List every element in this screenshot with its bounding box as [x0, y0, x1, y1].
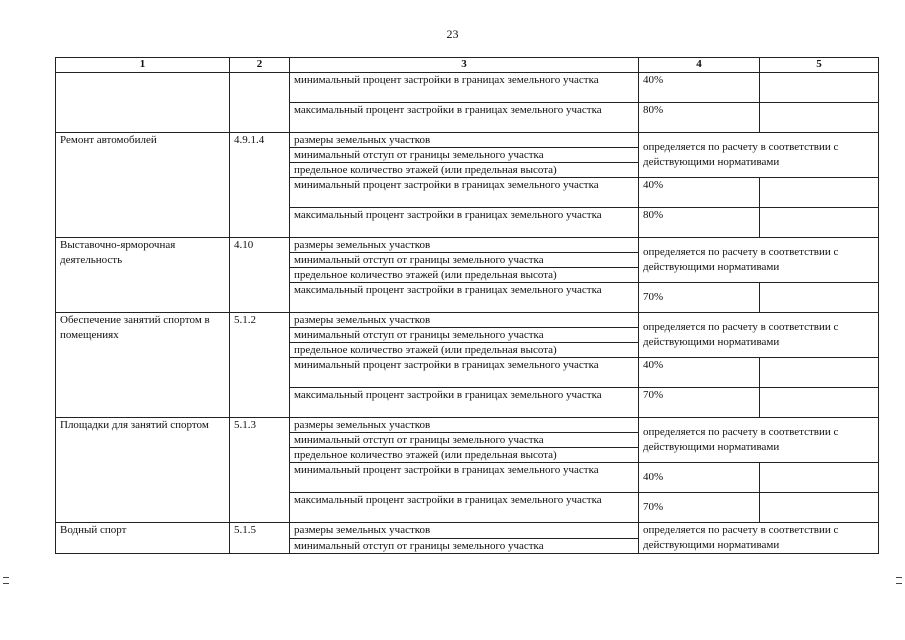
calc-note-cell: определяется по расчету в соответствии с действующими нормативами: [639, 418, 879, 463]
empty-cell: [760, 493, 879, 523]
table-row: [56, 313, 879, 328]
value-cell: 80%: [639, 103, 760, 133]
param-cell: максимальный процент застройки в границах земельного участка: [290, 493, 639, 523]
use-code-cell: 5.1.5: [230, 523, 290, 554]
param-cell: минимальный процент застройки в границах земельного участка: [290, 73, 639, 103]
use-name-cell: Обеспечение занятий спортом в помещениях: [56, 313, 230, 418]
empty-cell: [760, 178, 879, 208]
param-cell: минимальный отступ от границы земельного участка: [290, 253, 639, 268]
use-name-cell: Водный спорт: [56, 523, 230, 554]
empty-cell: [760, 208, 879, 238]
param-cell: размеры земельных участков: [290, 523, 639, 539]
use-name-cell: Площадки для занятий спортом: [56, 418, 230, 523]
value-cell: 40%: [639, 358, 760, 388]
use-name-cell: Ремонт автомобилей: [56, 133, 230, 238]
param-cell: предельное количество этажей (или предельная высота): [290, 268, 639, 283]
param-cell: размеры земельных участков: [290, 313, 639, 328]
table-row: [56, 238, 879, 253]
param-cell: размеры земельных участков: [290, 238, 639, 253]
param-cell: максимальный процент застройки в границах земельного участка: [290, 283, 639, 313]
value-cell: 40%: [639, 463, 760, 493]
calc-note-cell: определяется по расчету в соответствии с действующими нормативами: [639, 523, 879, 554]
use-code-cell: [230, 73, 290, 133]
param-cell: минимальный процент застройки в границах земельного участка: [290, 358, 639, 388]
table-row: [56, 418, 879, 433]
scan-edge-mark: [3, 577, 9, 578]
param-cell: предельное количество этажей (или предельная высота): [290, 163, 639, 178]
param-cell: минимальный отступ от границы земельного участка: [290, 433, 639, 448]
value-cell: 70%: [639, 388, 760, 418]
param-cell: размеры земельных участков: [290, 418, 639, 433]
calc-note-cell: определяется по расчету в соответствии с действующими нормативами: [639, 133, 879, 178]
empty-cell: [760, 358, 879, 388]
calc-note-cell: определяется по расчету в соответствии с действующими нормативами: [639, 313, 879, 358]
use-name-cell: Выставочно-ярморочная деятельность: [56, 238, 230, 313]
param-cell: максимальный процент застройки в границах земельного участка: [290, 103, 639, 133]
param-cell: максимальный процент застройки в границах земельного участка: [290, 388, 639, 418]
param-cell: минимальный процент застройки в границах земельного участка: [290, 178, 639, 208]
header-col-3: 3: [290, 58, 639, 73]
use-code-cell: 4.9.1.4: [230, 133, 290, 238]
param-cell: предельное количество этажей (или предельная высота): [290, 343, 639, 358]
empty-cell: [760, 388, 879, 418]
header-row: [56, 58, 879, 73]
empty-cell: [760, 103, 879, 133]
value-cell: 40%: [639, 178, 760, 208]
param-cell: минимальный отступ от границы земельного участка: [290, 328, 639, 343]
header-col-4: 4: [639, 58, 760, 73]
value-cell: 70%: [639, 283, 760, 313]
param-cell: размеры земельных участков: [290, 133, 639, 148]
header-col-2: 2: [230, 58, 290, 73]
value-cell: 80%: [639, 208, 760, 238]
value-cell: 40%: [639, 73, 760, 103]
use-code-cell: 5.1.2: [230, 313, 290, 418]
empty-cell: [760, 463, 879, 493]
param-cell: максимальный процент застройки в границах земельного участка: [290, 208, 639, 238]
table-row: [56, 133, 879, 148]
scan-edge-mark: [896, 577, 902, 578]
page-number: 23: [446, 27, 459, 41]
header-col-5: 5: [760, 58, 879, 73]
table-row: [56, 523, 879, 539]
table-row: [56, 73, 879, 103]
use-code-cell: 4.10: [230, 238, 290, 313]
regulations-table: [55, 57, 879, 554]
empty-cell: [760, 283, 879, 313]
scan-edge-mark: [3, 583, 9, 584]
use-code-cell: 5.1.3: [230, 418, 290, 523]
param-cell: минимальный процент застройки в границах земельного участка: [290, 463, 639, 493]
calc-note-cell: определяется по расчету в соответствии с действующими нормативами: [639, 238, 879, 283]
empty-cell: [760, 73, 879, 103]
header-col-1: 1: [56, 58, 230, 73]
param-cell: минимальный отступ от границы земельного участка: [290, 538, 639, 554]
use-name-cell: [56, 73, 230, 133]
scan-edge-mark: [896, 583, 902, 584]
value-cell: 70%: [639, 493, 760, 523]
param-cell: минимальный отступ от границы земельного участка: [290, 148, 639, 163]
param-cell: предельное количество этажей (или предельная высота): [290, 448, 639, 463]
